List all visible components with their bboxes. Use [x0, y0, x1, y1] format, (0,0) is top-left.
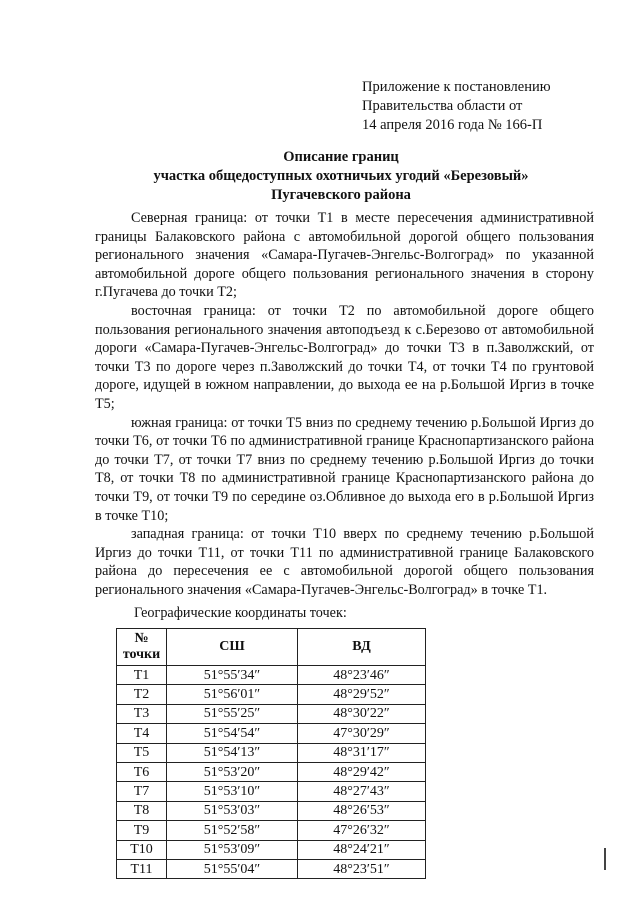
- header-latitude: СШ: [167, 629, 298, 666]
- table-row: [117, 821, 426, 840]
- cell-point: Т10: [117, 840, 167, 859]
- title-line-3: Пугачевского района: [271, 187, 411, 203]
- east-boundary-paragraph: восточная граница: от точки Т2 по автомобильной дороге общего пользования регионального значения автоподъезд к с.Березово от автомобильной дороги «Самара-Пугачев-Энгельс-Волгоград» до точки Т3 в п.Заволжский, от точки Т3 по дороге через п.Заволжский до точки Т4, от точки Т4 по грунтовой дороге, идущей в южном направлении, до выхода ее на р.Большой Иргиз в точке Т5;: [95, 302, 594, 412]
- table-row: [117, 762, 426, 781]
- table-row: [117, 704, 426, 723]
- table-row: [117, 666, 426, 685]
- cell-longitude: 47°30′29″: [298, 724, 426, 743]
- cell-point: Т7: [117, 782, 167, 801]
- cell-longitude: 48°24′21″: [298, 840, 426, 859]
- table-row: [117, 801, 426, 820]
- scan-margin-mark: [604, 848, 606, 870]
- cell-latitude: 51°56′01″: [167, 685, 298, 704]
- cell-latitude: 51°54′54″: [167, 724, 298, 743]
- cell-longitude: 48°27′43″: [298, 782, 426, 801]
- cell-latitude: 51°54′13″: [167, 743, 298, 762]
- title-line-2: участка общедоступных охотничьих угодий «Березовый»: [153, 168, 529, 184]
- cell-point: Т6: [117, 762, 167, 781]
- appendix-line-2: Правительства области от: [362, 98, 523, 114]
- coordinates-table: [116, 628, 426, 879]
- cell-point: Т9: [117, 821, 167, 840]
- header-point: [117, 629, 167, 666]
- table-row: [117, 685, 426, 704]
- table-row: [117, 840, 426, 859]
- boundary-description: [95, 209, 594, 599]
- document-title: [96, 148, 586, 205]
- table-header-row: [117, 629, 426, 666]
- cell-point: Т8: [117, 801, 167, 820]
- header-point-line-1: №: [134, 631, 149, 646]
- table-row: [117, 859, 426, 878]
- cell-latitude: 51°53′03″: [167, 801, 298, 820]
- cell-longitude: 48°30′22″: [298, 704, 426, 723]
- cell-latitude: 51°55′04″: [167, 859, 298, 878]
- cell-point: Т11: [117, 859, 167, 878]
- cell-longitude: 47°26′32″: [298, 821, 426, 840]
- cell-latitude: 51°55′34″: [167, 666, 298, 685]
- cell-point: Т5: [117, 743, 167, 762]
- title-line-1: Описание границ: [283, 149, 399, 165]
- table-row: [117, 782, 426, 801]
- header-longitude: ВД: [298, 629, 426, 666]
- table-row: [117, 743, 426, 762]
- cell-point: Т4: [117, 724, 167, 743]
- appendix-header: [362, 78, 551, 135]
- appendix-line-1: Приложение к постановлению: [362, 79, 551, 95]
- cell-latitude: 51°52′58″: [167, 821, 298, 840]
- coordinates-caption: Географические координаты точек:: [134, 605, 347, 621]
- cell-latitude: 51°55′25″: [167, 704, 298, 723]
- west-boundary-paragraph: западная граница: от точки Т10 вверх по среднему течению р.Большой Иргиз до точки Т11, от точки Т11 по административной границе Балаковского района до пересечения ее с автомобильной дорогой общего пользования регионального значения «Самара-Пугачев-Энгельс-Волгоград» в точке Т1.: [95, 526, 594, 598]
- cell-longitude: 48°29′42″: [298, 762, 426, 781]
- cell-longitude: 48°26′53″: [298, 801, 426, 820]
- south-boundary-paragraph: южная граница: от точки Т5 вниз по среднему течению р.Большой Иргиз до точки Т6, от точки Т6 по административной границе Краснопартизанского района до точки Т7, от точки Т7 вниз по среднему течению р.Большой Иргиз до точки Т8, от точки Т8 по административной границе Краснопартизанского района до точки Т9, от точки Т9 по середине оз.Обливное до выхода его в р.Большой Иргиз в точке Т10;: [95, 414, 594, 524]
- cell-point: Т1: [117, 666, 167, 685]
- cell-longitude: 48°31′17″: [298, 743, 426, 762]
- cell-latitude: 51°53′09″: [167, 840, 298, 859]
- north-boundary-paragraph: Северная граница: от точки Т1 в месте пересечения административной границы Балаковского района с автомобильной дорогой общего пользования регионального значения «Самара-Пугачев-Энгельс-Волгоград» по указанной автомобильной дороге общего пользования регионального значения в сторону г.Пугачева до точки Т2;: [95, 210, 594, 301]
- cell-longitude: 48°29′52″: [298, 685, 426, 704]
- cell-latitude: 51°53′10″: [167, 782, 298, 801]
- header-point-line-2: точки: [122, 647, 161, 662]
- cell-point: Т2: [117, 685, 167, 704]
- appendix-line-3: 14 апреля 2016 года № 166-П: [362, 117, 543, 133]
- cell-point: Т3: [117, 704, 167, 723]
- cell-latitude: 51°53′20″: [167, 762, 298, 781]
- cell-longitude: 48°23′51″: [298, 859, 426, 878]
- table-row: [117, 724, 426, 743]
- cell-longitude: 48°23′46″: [298, 666, 426, 685]
